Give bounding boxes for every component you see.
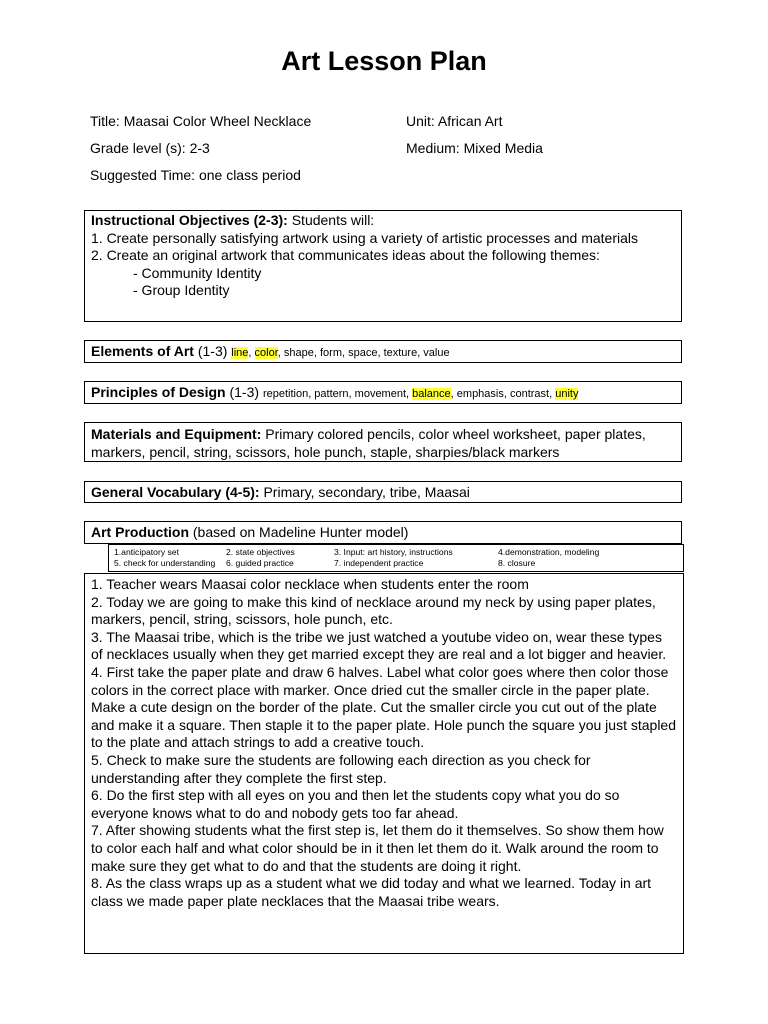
elements-separator: , [248, 347, 255, 359]
suggested-time: Suggested Time: one class period [90, 167, 301, 183]
grade-level: Grade level (s): 2-3 [90, 140, 210, 156]
objective-item: 2. Create an original artwork that communicates ideas about the following themes: [91, 247, 600, 264]
elements-highlight-color: color [254, 347, 278, 359]
production-paragraph: 7. After showing students what the first step is, let them do it themselves. So show them how to color each half and what color should be in it then let them do it. Walk around the room to make sure they get what to do and that the students are doing it right. [91, 822, 664, 874]
step-label: 3. Input: art history, instructions [334, 547, 453, 557]
step-label: 6. guided practice [226, 558, 294, 568]
materials-label: Materials and Equipment: [91, 426, 262, 442]
objectives-intro: Students will: [287, 212, 375, 228]
materials-text: Primary colored pencils, color wheel worksheet, paper plates, markers, pencil, string, scissors, hole punch, staple, sharpies/black markers [91, 426, 646, 460]
objectives-box [84, 210, 682, 322]
step-label: 7. independent practice [334, 558, 424, 568]
step-label: 5. check for understanding [114, 558, 216, 568]
principles-highlight-unity: unity [555, 388, 579, 400]
production-paragraph: 6. Do the first step with all eyes on you and then let the students copy what you do so everyone knows what to do and nobody gets too far ahead. [91, 787, 620, 821]
step-label: 8. closure [498, 558, 536, 568]
production-paragraph: 4. First take the paper plate and draw 6 halves. Label what color goes where then color those colors in the correct place with marker. Once dried cut the smaller circle in the paper plate. Make a cute design on the border of the plate. Cut the smaller circle you cut out of the plate and make it a square. Then staple it to the paper plate. Hole punch the square you just stapled to the plate and attach strings to add a creative touch. [91, 663, 677, 751]
step-label: 1.anticipatory set [114, 547, 179, 557]
elements-box [84, 340, 682, 363]
production-steps-text [84, 573, 684, 954]
vocabulary-box [84, 481, 682, 503]
elements-rest: , shape, form, space, texture, value [277, 347, 450, 359]
step-label: 4.demonstration, modeling [498, 547, 600, 557]
theme-item: - Group Identity [133, 282, 230, 299]
medium: Medium: Mixed Media [406, 140, 543, 156]
principles-grade: (1-3) [225, 384, 263, 400]
production-header [84, 521, 682, 544]
objectives-label: Instructional Objectives (2-3): [91, 212, 288, 228]
hunter-steps [108, 544, 684, 572]
elements-highlight-line: line [231, 347, 249, 359]
principles-highlight-balance: balance [412, 388, 451, 400]
production-paragraph: 5. Check to make sure the students are following each direction as you check for understanding after they complete the first step. [91, 751, 591, 786]
production-paragraph: 8. As the class wraps up as a student what we did today and what we learned. Today in art class we made paper plate necklaces that the Maasai tribe wears. [91, 875, 652, 909]
production-note: (based on Madeline Hunter model) [189, 524, 409, 540]
objective-item: 1. Create personally satisfying artwork using a variety of artistic processes and materials [91, 229, 639, 246]
production-paragraph: 3. The Maasai tribe, which is the tribe we just watched a youtube video on, wear these types of necklaces usually when they get married except they are real and a lot bigger and heavier. [91, 628, 667, 663]
elements-grade: (1-3) [193, 343, 232, 359]
page-title: Art Lesson Plan [281, 46, 487, 76]
production-label: Art Production [91, 524, 189, 540]
step-label: 2. state objectives [226, 547, 295, 557]
theme-item: - Community Identity [133, 264, 262, 281]
production-paragraph: 1. Teacher wears Maasai color necklace when students enter the room [91, 576, 529, 592]
unit: Unit: African Art [406, 113, 503, 129]
principles-label: Principles of Design [91, 384, 226, 400]
lesson-title: Title: Maasai Color Wheel Necklace [90, 113, 312, 129]
principles-pre: repetition, pattern, movement, [262, 388, 413, 400]
vocabulary-text: Primary, secondary, tribe, Maasai [259, 484, 470, 500]
principles-box [84, 381, 682, 404]
vocabulary-label: General Vocabulary (4-5): [91, 484, 260, 500]
materials-box [84, 422, 682, 462]
principles-mid: , emphasis, contrast, [450, 388, 556, 400]
elements-label: Elements of Art [91, 343, 194, 359]
production-paragraph: 2. Today we are going to make this kind of necklace around my neck by using paper plates, markers, pencil, string, scissors, hole punch, etc. [91, 593, 656, 628]
